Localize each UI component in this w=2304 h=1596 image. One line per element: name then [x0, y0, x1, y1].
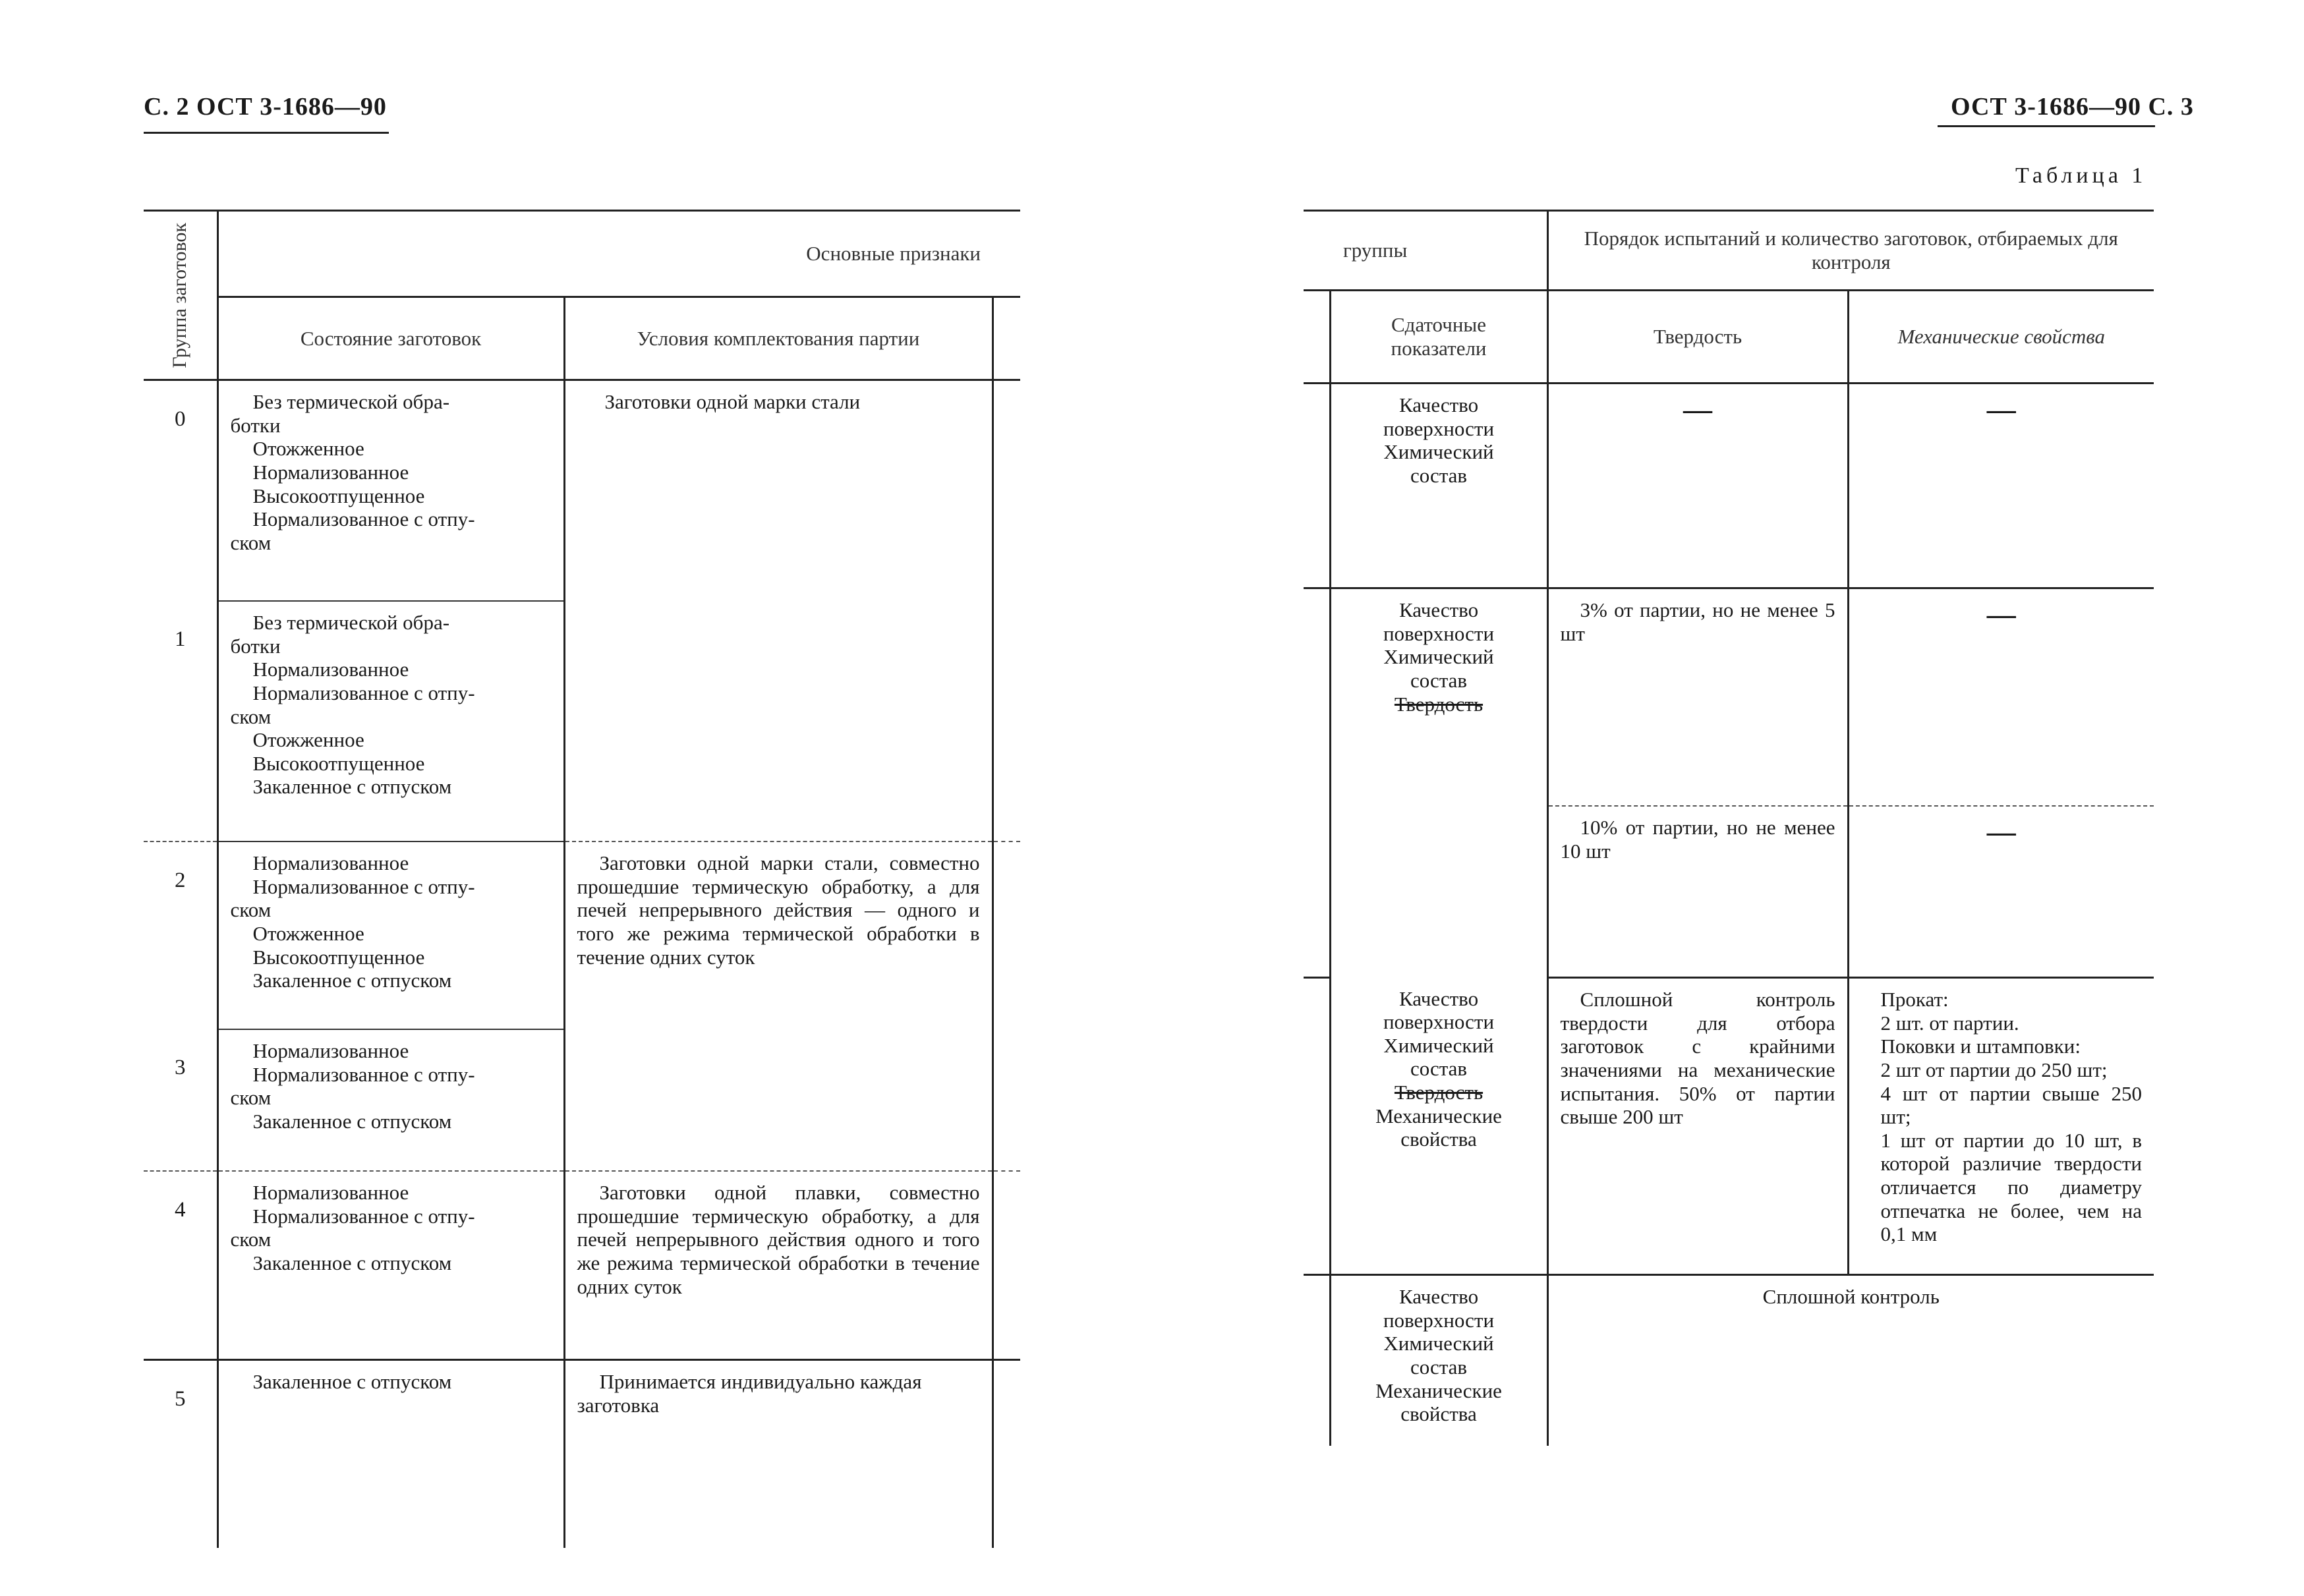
conditions-cell: Принимается индивидуально каждая заготовка: [564, 1360, 993, 1549]
main-features-header: Основные признаки: [217, 211, 1020, 297]
hardness-cell: 3% от партии, но не менее 5 шт: [1547, 588, 1848, 807]
col-mech-header: Механические свойства: [1848, 291, 2154, 384]
mech-cell: Прокат: 2 шт. от партии. Поковки и штамповки: 2 шт от партии до 250 шт; 4 шт от партии свыше 250 шт; 1 шт от партии до 10 шт, в которой различие твердости отличается по диаметру отпечатка не более, чем на 0,1 мм: [1848, 978, 2154, 1275]
table-row: [144, 1171, 1020, 1360]
hardness-cell: Сплошной контроль твердости для отбора заготовок с крайними значениями на механические испытания. 50% от партии свыше 200 шт: [1547, 978, 1848, 1275]
group-number: 3: [144, 1029, 217, 1171]
main-order-header: Порядок испытаний и количество заготовок, отбираемых для контроля: [1547, 211, 2154, 291]
table-label: Таблица 1: [2015, 163, 2147, 188]
hardness-cell-2: 10% от партии, но не менее 10 шт: [1547, 806, 1848, 978]
col-group-label: Группа заготовок: [169, 222, 190, 368]
state-cell: Нормализованное Нормализованное с отпу- ском Закаленное с отпуском: [217, 1171, 564, 1360]
conditions-cell: Заготовки одной марки стали, совместно прошедшие термическую обработку, а для печей непрерывного действия — одного и того же режима термической обработки в течение одних суток: [564, 841, 993, 1171]
span-cell: Сплошной контроль: [1762, 1285, 1940, 1308]
group-number: 5: [144, 1360, 217, 1549]
left-header-rule: [144, 132, 389, 134]
indicators-cell: Качество поверхности Химический состав: [1330, 384, 1547, 588]
col-hardness-header: Твердость: [1547, 291, 1848, 384]
conditions-cell: Заготовки одной марки стали: [564, 380, 993, 842]
col-state-header: Состояние заготовок: [217, 297, 564, 380]
col-group-header: [144, 211, 217, 380]
group-number: 2: [144, 841, 217, 1029]
table-row: [144, 841, 1020, 1029]
mech-cell: —: [1848, 384, 2154, 588]
mech-cell-2: —: [1848, 806, 2154, 978]
table-row: [144, 1360, 1020, 1549]
right-page: [1152, 0, 2304, 1596]
left-page-header: С. 2 ОСТ 3-1686—90: [144, 93, 387, 121]
table-row: [144, 380, 1020, 602]
state-cell: Закаленное с отпуском: [217, 1360, 564, 1549]
right-table: [1304, 210, 2154, 1446]
state-cell: Без термической обра- ботки Нормализованное Нормализованное с отпу- ском Отожженное Высокоотпущенное Закаленное с отпуском: [217, 601, 564, 841]
col-conditions-header: Условия комплектования партии: [564, 297, 993, 380]
mech-cell: —: [1986, 598, 2016, 631]
indicators-cell: Качество поверхности Химический состав Твердость: [1330, 588, 1547, 978]
table-row: [1304, 978, 2154, 1275]
left-table: [144, 210, 1020, 1548]
col-indicators-header: Сдаточные показатели: [1330, 291, 1547, 384]
state-cell: Нормализованное Нормализованное с отпу- ском Отожженное Высокоотпущенное Закаленное с отпуском: [217, 841, 564, 1029]
hardness-cell: —: [1547, 384, 1848, 588]
indicators-cell: Качество поверхности Химический состав Твердость Механические свойства: [1330, 978, 1547, 1275]
group-number: 4: [144, 1171, 217, 1360]
table-row: [1304, 384, 2154, 588]
group-number: 1: [144, 601, 217, 841]
right-page-header: ОСТ 3-1686—90 С. 3: [1951, 93, 2194, 121]
table-row: [1304, 1275, 2154, 1446]
conditions-cell: Заготовки одной плавки, совместно прошедшие термическую обработку, а для печей непрерывного действия одного и того же режима термической обработки в течение одних суток: [564, 1171, 993, 1360]
right-header-rule: [1938, 125, 2155, 127]
state-cell: Нормализованное Нормализованное с отпу- ском Закаленное с отпуском: [217, 1029, 564, 1171]
state-cell: Без термической обра- ботки Отожженное Нормализованное Высокоотпущенное Нормализованное с отпу- ском: [217, 380, 564, 602]
col-group-header: группы: [1304, 211, 1547, 291]
table-row: [1304, 588, 2154, 807]
group-number: 0: [144, 380, 217, 602]
indicators-cell: Качество поверхности Химический состав Механические свойства: [1330, 1275, 1547, 1446]
